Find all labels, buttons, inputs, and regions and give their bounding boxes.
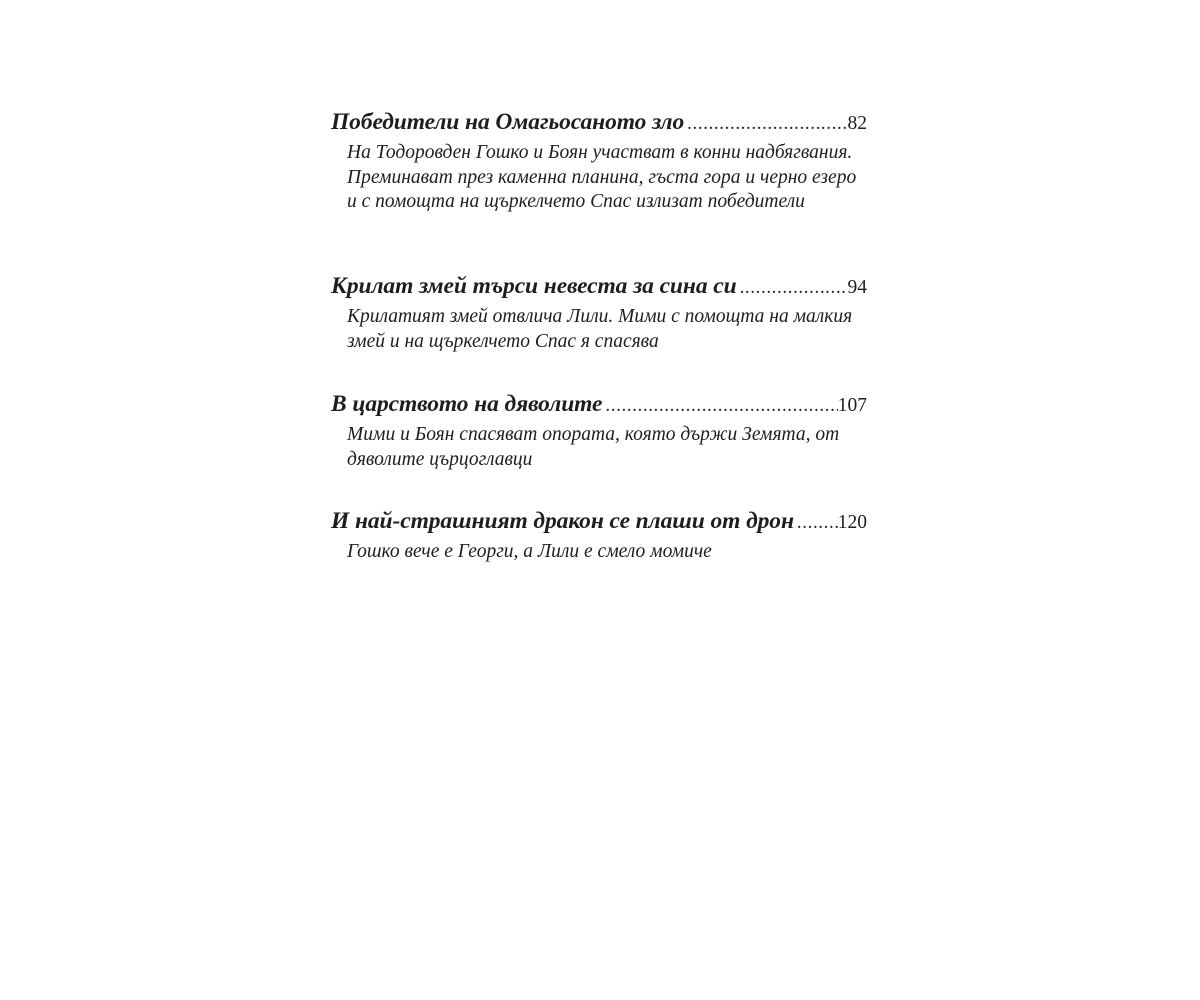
toc-entry-title: В царството на дяволите [331,391,603,417]
toc-entry-description: На Тодоровден Гошко и Боян участват в конни надбягвания. Преминават през каменна планина, гъста гора и черно езеро и с помощта на щъркелчето Спас излизат победители [347,142,857,212]
toc-entry[interactable] [331,505,867,565]
toc-entry-description: Крилатият змей отвлича Лили. Мими с помощта на малкия змей и на щъркелчето Спас я спасява [347,306,853,352]
toc-entry[interactable] [331,106,867,270]
dot-leader [602,390,837,422]
dot-leader [684,108,847,140]
toc-page-number: 82 [847,113,867,134]
toc-page-number: 120 [837,512,867,533]
toc-entry-heading [331,388,867,420]
toc-entry-description: Мими и Боян спасяват опората, която държи Земята, от дяволите църцоглавци [347,424,840,470]
toc-entry-heading [331,106,867,138]
toc-entry[interactable] [331,388,867,505]
toc-entry-title: Крилат змей търси невеста за сина си [331,273,737,299]
toc-page-number: 94 [847,277,867,298]
toc-page-number: 107 [837,395,867,416]
toc-entry-description: Гошко вече е Георги, а Лили е смело момиче [347,541,712,562]
toc-entry-heading [331,270,867,302]
toc-entry[interactable] [331,270,867,388]
dot-leader [794,507,838,539]
toc-entry-title: Победители на Омагьосаното зло [331,109,685,135]
toc-entry-title: И най-страшният дракон се плаши от дрон [331,508,794,534]
dot-leader [737,272,848,304]
toc-entry-heading [331,505,867,537]
table-of-contents [331,106,867,565]
